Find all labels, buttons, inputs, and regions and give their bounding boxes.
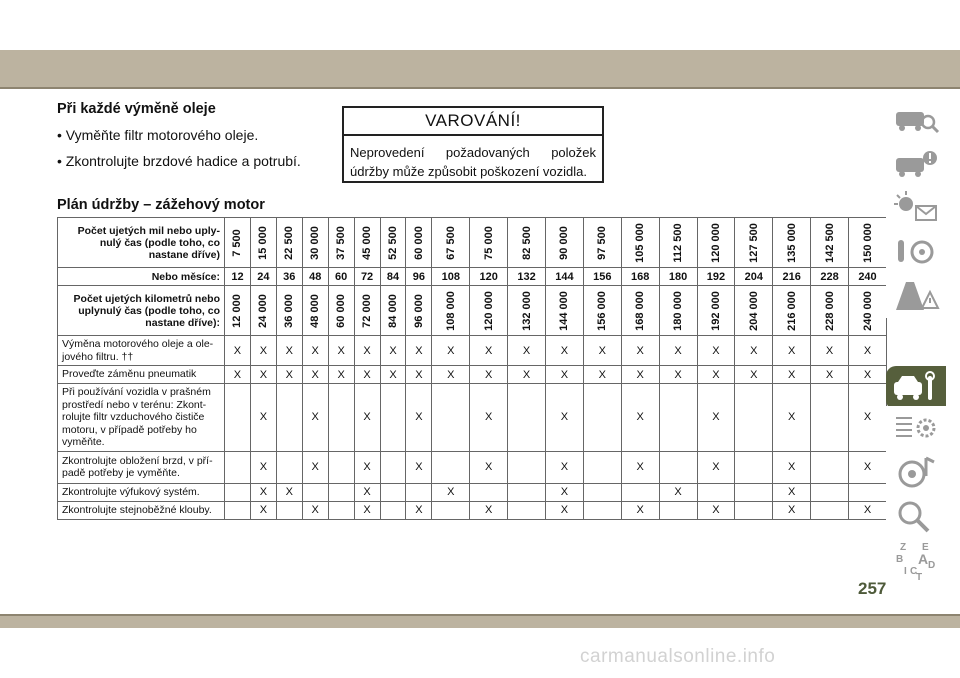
warning-box <box>342 106 604 183</box>
miles-value: 30 000 <box>309 225 322 260</box>
task-label: Výměna motorového oleje a ole-jového filtru. †† <box>58 336 225 366</box>
km-value: 156 000 <box>596 290 609 331</box>
task-mark: X <box>849 451 887 483</box>
months-cell: 180 <box>659 268 697 286</box>
km-header-cell <box>621 286 659 336</box>
chapter-tab[interactable] <box>886 230 946 274</box>
task-mark: X <box>250 384 276 452</box>
task-empty <box>811 483 849 501</box>
km-value: 84 000 <box>386 293 399 328</box>
task-mark: X <box>735 366 773 384</box>
miles-value: 37 500 <box>335 225 348 260</box>
car-warning-icon <box>886 142 946 186</box>
miles-value: 82 500 <box>520 225 533 260</box>
task-empty <box>225 384 251 452</box>
miles-value: 112 500 <box>672 222 685 263</box>
task-mark: X <box>354 501 380 519</box>
chapter-tab[interactable] <box>886 274 946 318</box>
bullet-oil-filter: • Vyměňte filtr motorového oleje. <box>57 127 259 143</box>
km-header-cell <box>470 286 508 336</box>
task-empty <box>406 483 432 501</box>
bottom-band <box>0 616 960 628</box>
km-header-cell <box>546 286 584 336</box>
task-empty <box>276 384 302 452</box>
task-mark: X <box>697 366 735 384</box>
task-mark: X <box>250 451 276 483</box>
task-mark: X <box>621 336 659 366</box>
task-mark: X <box>302 501 328 519</box>
task-empty <box>328 451 354 483</box>
miles-value: 150 000 <box>861 222 874 263</box>
task-empty <box>432 451 470 483</box>
task-mark: X <box>302 451 328 483</box>
task-empty <box>811 501 849 519</box>
top-rule <box>0 87 960 89</box>
task-mark: X <box>432 366 470 384</box>
km-header-cell <box>354 286 380 336</box>
miles-header-label: Počet ujetých mil nebo uply-nulý čas (podle toho, co nastane dříve) <box>58 218 225 268</box>
miles-value: 15 000 <box>257 225 270 260</box>
task-empty <box>508 501 546 519</box>
miles-value: 105 000 <box>634 222 647 263</box>
car-magnifier-icon <box>886 98 946 142</box>
task-mark: X <box>354 483 380 501</box>
task-mark: X <box>406 451 432 483</box>
task-mark: X <box>328 366 354 384</box>
km-value: 108 000 <box>444 290 457 331</box>
task-mark: X <box>406 366 432 384</box>
months-cell: 120 <box>470 268 508 286</box>
months-cell: 204 <box>735 268 773 286</box>
km-header-cell <box>508 286 546 336</box>
task-mark: X <box>811 336 849 366</box>
task-empty <box>380 501 406 519</box>
task-mark: X <box>470 336 508 366</box>
task-mark: X <box>470 384 508 452</box>
search-icon <box>886 494 946 538</box>
months-cell: 96 <box>406 268 432 286</box>
task-mark: X <box>659 366 697 384</box>
miles-value: 52 500 <box>386 225 399 260</box>
km-header-cell <box>225 286 251 336</box>
km-header-cell <box>773 286 811 336</box>
miles-value: 90 000 <box>558 225 571 260</box>
months-label: Nebo měsíce: <box>58 268 225 286</box>
task-mark: X <box>735 336 773 366</box>
months-cell: 12 <box>225 268 251 286</box>
miles-header-cell <box>432 218 470 268</box>
miles-value: 142 500 <box>823 222 836 263</box>
task-empty <box>225 501 251 519</box>
miles-header-cell <box>697 218 735 268</box>
months-cell: 60 <box>328 268 354 286</box>
specs-gear-icon <box>886 406 946 450</box>
miles-value: 60 000 <box>412 225 425 260</box>
task-mark: X <box>773 451 811 483</box>
miles-header-cell <box>302 218 328 268</box>
task-mark: X <box>697 501 735 519</box>
km-header-cell <box>697 286 735 336</box>
months-cell: 228 <box>811 268 849 286</box>
km-value: 132 000 <box>520 290 533 331</box>
task-label: Zkontrolujte výfukový systém. <box>58 483 225 501</box>
km-value: 180 000 <box>672 290 685 331</box>
km-value: 228 000 <box>823 290 836 331</box>
task-mark: X <box>546 501 584 519</box>
task-empty <box>735 483 773 501</box>
bullet-brake-hoses: • Zkontrolujte brzdové hadice a potrubí. <box>57 153 301 169</box>
task-empty <box>508 451 546 483</box>
task-empty <box>583 483 621 501</box>
watermark: carmanualsonline.info <box>580 646 776 667</box>
months-cell: 240 <box>849 268 887 286</box>
task-mark: X <box>621 366 659 384</box>
task-label: Při používání vozidla v prašném prostředí nebo v terénu: Zkont-rolujte filtr vzduchového čističe motoru, v případě potřeby ho vyměňte. <box>58 384 225 452</box>
task-empty <box>735 384 773 452</box>
months-cell: 36 <box>276 268 302 286</box>
task-mark: X <box>276 483 302 501</box>
km-header-cell <box>811 286 849 336</box>
task-mark: X <box>302 366 328 384</box>
task-mark: X <box>432 336 470 366</box>
road-warning-icon <box>886 274 946 318</box>
dashboard-lights-icon <box>886 186 946 230</box>
task-mark: X <box>849 336 887 366</box>
task-mark: X <box>354 336 380 366</box>
chapter-tab[interactable] <box>886 142 946 186</box>
task-empty <box>735 451 773 483</box>
task-mark: X <box>250 336 276 366</box>
task-mark: X <box>508 336 546 366</box>
task-mark: X <box>773 384 811 452</box>
task-mark: X <box>773 483 811 501</box>
page-number: 257 <box>858 579 887 598</box>
task-mark: X <box>354 366 380 384</box>
miles-value: 135 000 <box>785 222 798 263</box>
multimedia-icon <box>886 450 946 494</box>
months-cell: 192 <box>697 268 735 286</box>
months-cell: 84 <box>380 268 406 286</box>
task-empty <box>849 483 887 501</box>
months-cell: 48 <box>302 268 328 286</box>
chapter-tab[interactable] <box>886 366 946 410</box>
task-mark: X <box>583 366 621 384</box>
miles-header-cell <box>250 218 276 268</box>
km-value: 168 000 <box>634 290 647 331</box>
task-mark: X <box>773 366 811 384</box>
km-value: 12 000 <box>231 293 244 328</box>
plan-title: Plán údržby – zážehový motor <box>57 197 265 213</box>
task-empty <box>302 483 328 501</box>
warning-text: Neprovedení požadovaných položek údržby může způsobit poškození vozidla. <box>350 145 596 179</box>
task-empty <box>659 451 697 483</box>
km-header-cell <box>583 286 621 336</box>
miles-value: 22 500 <box>283 225 296 260</box>
months-cell: 156 <box>583 268 621 286</box>
miles-header-cell <box>773 218 811 268</box>
task-mark: X <box>773 336 811 366</box>
task-mark: X <box>250 366 276 384</box>
km-value: 48 000 <box>309 293 322 328</box>
task-mark: X <box>697 451 735 483</box>
task-mark: X <box>849 501 887 519</box>
task-mark: X <box>546 336 584 366</box>
task-empty <box>659 501 697 519</box>
km-header-cell <box>659 286 697 336</box>
km-value: 60 000 <box>335 293 348 328</box>
task-mark: X <box>406 501 432 519</box>
task-mark: X <box>225 366 251 384</box>
task-empty <box>811 451 849 483</box>
top-band <box>0 50 960 87</box>
task-mark: X <box>470 451 508 483</box>
km-header-cell <box>276 286 302 336</box>
miles-header-cell <box>811 218 849 268</box>
km-value: 216 000 <box>785 290 798 331</box>
km-value: 120 000 <box>482 290 495 331</box>
svg-text:A: A <box>918 551 929 567</box>
months-cell: 168 <box>621 268 659 286</box>
km-value: 192 000 <box>709 290 722 331</box>
task-mark: X <box>250 483 276 501</box>
miles-value: 75 000 <box>482 225 495 260</box>
svg-text:T: T <box>916 572 923 582</box>
miles-header-cell <box>508 218 546 268</box>
task-mark: X <box>659 483 697 501</box>
miles-value: 120 000 <box>709 222 722 263</box>
task-empty <box>328 483 354 501</box>
km-header-cell <box>302 286 328 336</box>
task-empty <box>621 483 659 501</box>
svg-text:D: D <box>928 560 936 571</box>
miles-header-cell <box>546 218 584 268</box>
miles-header-cell <box>849 218 887 268</box>
task-mark: X <box>432 483 470 501</box>
miles-value: 7 500 <box>231 228 244 257</box>
task-mark: X <box>811 366 849 384</box>
km-value: 204 000 <box>747 290 760 331</box>
months-cell: 132 <box>508 268 546 286</box>
svg-text:Z: Z <box>900 542 907 553</box>
task-empty <box>583 451 621 483</box>
task-mark: X <box>546 384 584 452</box>
task-mark: X <box>583 336 621 366</box>
task-mark: X <box>354 451 380 483</box>
task-mark: X <box>406 384 432 452</box>
task-empty <box>508 483 546 501</box>
miles-value: 97 500 <box>596 225 609 260</box>
svg-text:E: E <box>922 542 929 553</box>
km-header-cell <box>432 286 470 336</box>
months-cell: 144 <box>546 268 584 286</box>
miles-value: 67 500 <box>444 225 457 260</box>
km-value: 240 000 <box>861 290 874 331</box>
km-value: 36 000 <box>283 293 296 328</box>
svg-text:C: C <box>910 566 918 577</box>
task-empty <box>276 501 302 519</box>
km-header-cell <box>380 286 406 336</box>
miles-header-cell <box>225 218 251 268</box>
task-mark: X <box>621 384 659 452</box>
chapter-tab[interactable] <box>886 406 946 450</box>
chapter-tab[interactable] <box>886 186 946 230</box>
chapter-tab[interactable] <box>886 450 946 494</box>
miles-header-cell <box>406 218 432 268</box>
months-cell: 216 <box>773 268 811 286</box>
task-mark: X <box>328 336 354 366</box>
task-mark: X <box>380 366 406 384</box>
task-empty <box>432 384 470 452</box>
maintenance-table <box>57 217 887 520</box>
chapter-tab[interactable] <box>886 98 946 142</box>
task-mark: X <box>302 336 328 366</box>
km-header-cell <box>250 286 276 336</box>
task-mark: X <box>773 501 811 519</box>
index-letters-icon <box>886 538 946 582</box>
task-empty <box>811 384 849 452</box>
task-label: Proveďte záměnu pneumatik <box>58 366 225 384</box>
task-mark: X <box>470 366 508 384</box>
task-label: Zkontrolujte obložení brzd, v pří-padě potřeby je vyměňte. <box>58 451 225 483</box>
months-cell: 24 <box>250 268 276 286</box>
task-empty <box>276 451 302 483</box>
task-empty <box>225 483 251 501</box>
chapter-tab[interactable] <box>886 538 946 582</box>
miles-header-cell <box>470 218 508 268</box>
task-empty <box>697 483 735 501</box>
miles-header-cell <box>621 218 659 268</box>
task-mark: X <box>225 336 251 366</box>
miles-header-cell <box>354 218 380 268</box>
km-header-cell <box>849 286 887 336</box>
task-mark: X <box>546 483 584 501</box>
task-mark: X <box>849 384 887 452</box>
task-empty <box>432 501 470 519</box>
task-empty <box>735 501 773 519</box>
section-title: Při každé výměně oleje <box>57 101 216 117</box>
task-mark: X <box>354 384 380 452</box>
task-mark: X <box>406 336 432 366</box>
task-mark: X <box>621 451 659 483</box>
km-header-cell <box>328 286 354 336</box>
miles-header-cell <box>583 218 621 268</box>
km-header-cell <box>735 286 773 336</box>
task-empty <box>583 501 621 519</box>
km-header-cell <box>406 286 432 336</box>
task-mark: X <box>508 366 546 384</box>
miles-header-cell <box>735 218 773 268</box>
months-cell: 72 <box>354 268 380 286</box>
task-mark: X <box>546 451 584 483</box>
km-value: 72 000 <box>361 293 374 328</box>
task-empty <box>225 451 251 483</box>
miles-header-cell <box>276 218 302 268</box>
task-mark: X <box>697 336 735 366</box>
task-mark: X <box>621 501 659 519</box>
task-empty <box>328 501 354 519</box>
chapter-tab[interactable] <box>886 494 946 538</box>
task-mark: X <box>546 366 584 384</box>
miles-value: 127 500 <box>747 222 760 263</box>
km-header-label: Počet ujetých kilometrů nebo uplynulý čas (podle toho, co nastane dříve): <box>58 286 225 336</box>
task-empty <box>380 483 406 501</box>
task-empty <box>328 384 354 452</box>
task-mark: X <box>276 336 302 366</box>
task-empty <box>380 384 406 452</box>
task-empty <box>583 384 621 452</box>
km-value: 24 000 <box>257 293 270 328</box>
task-mark: X <box>849 366 887 384</box>
seatbelt-steering-icon <box>886 230 946 274</box>
task-mark: X <box>470 501 508 519</box>
task-empty <box>470 483 508 501</box>
miles-value: 45 000 <box>361 225 374 260</box>
task-mark: X <box>302 384 328 452</box>
svg-text:I: I <box>904 566 907 577</box>
miles-header-cell <box>659 218 697 268</box>
km-value: 96 000 <box>412 293 425 328</box>
task-empty <box>659 384 697 452</box>
task-mark: X <box>250 501 276 519</box>
task-label: Zkontrolujte stejnoběžné klouby. <box>58 501 225 519</box>
task-mark: X <box>697 384 735 452</box>
km-value: 144 000 <box>558 290 571 331</box>
svg-text:B: B <box>896 554 904 565</box>
miles-header-cell <box>380 218 406 268</box>
task-mark: X <box>276 366 302 384</box>
task-empty <box>508 384 546 452</box>
warning-title: VAROVÁNÍ! <box>344 108 602 136</box>
car-wrench-icon <box>886 366 946 410</box>
miles-header-cell <box>328 218 354 268</box>
task-empty <box>380 451 406 483</box>
months-cell: 108 <box>432 268 470 286</box>
task-mark: X <box>380 336 406 366</box>
task-mark: X <box>659 336 697 366</box>
